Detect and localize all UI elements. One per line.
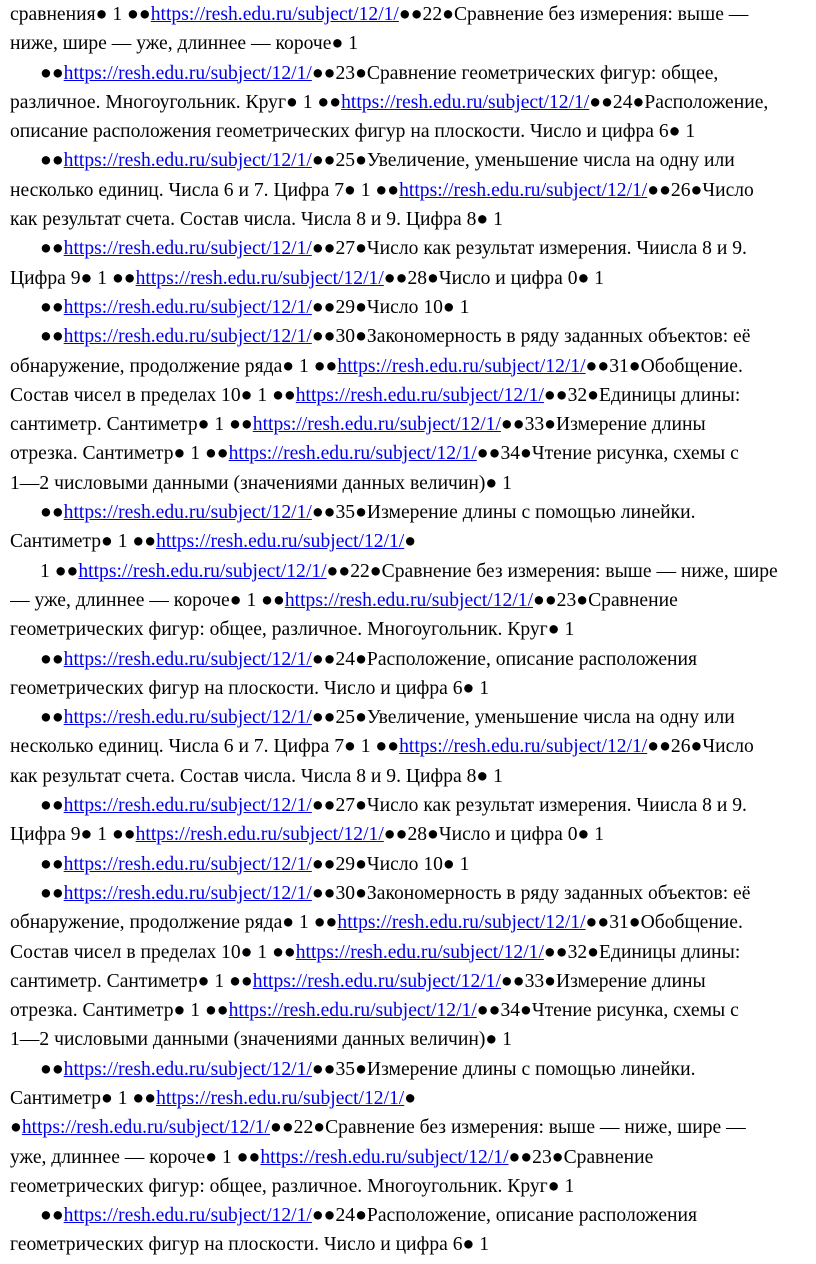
text-segment: как результат счета. Состав числа. Числа 8 и 9. Цифра 8● 1 bbox=[10, 209, 503, 231]
text-segment: ●●27●Число как результат измерения. Чиисла 8 и 9. bbox=[311, 238, 747, 260]
text-line bbox=[10, 234, 808, 263]
text-segment: ●●33●Измерение длины bbox=[500, 970, 706, 992]
text-segment: ●● bbox=[40, 882, 64, 904]
text-segment: описание расположения геометрических фигур на плоскости. Число и цифра 6● 1 bbox=[10, 121, 696, 143]
resh-lesson-link[interactable]: https://resh.edu.ru/subject/12/1/ bbox=[63, 62, 312, 84]
text-segment: ●●29●Число 10● 1 bbox=[311, 853, 470, 875]
text-line bbox=[10, 117, 808, 146]
text-segment: ●●22●Сравнение без измерения: выше — ниже, шире — bbox=[270, 1117, 746, 1139]
text-line bbox=[10, 1025, 808, 1054]
resh-lesson-link[interactable]: https://resh.edu.ru/subject/12/1/ bbox=[399, 179, 648, 201]
text-segment: уже, длиннее — короче● 1 ●● bbox=[10, 1146, 261, 1168]
resh-lesson-link[interactable]: https://resh.edu.ru/subject/12/1/ bbox=[63, 882, 312, 904]
text-segment: ●● bbox=[40, 795, 64, 817]
text-segment: различное. Многоугольник. Круг● 1 ●● bbox=[10, 91, 342, 113]
text-segment: ●●26●Число bbox=[647, 736, 754, 758]
text-segment: ●● bbox=[40, 1205, 64, 1227]
text-line bbox=[10, 205, 808, 234]
resh-lesson-link[interactable]: https://resh.edu.ru/subject/12/1/ bbox=[63, 150, 312, 172]
text-segment: ●●31●Обобщение. bbox=[585, 912, 743, 934]
text-segment: ● bbox=[10, 1117, 22, 1139]
text-segment: ●● bbox=[40, 238, 64, 260]
text-segment: Состав чисел в пределах 10● 1 ●● bbox=[10, 384, 296, 406]
text-line bbox=[10, 1230, 808, 1259]
text-segment: ●● bbox=[40, 648, 64, 670]
text-line bbox=[10, 1172, 808, 1201]
resh-lesson-link[interactable]: https://resh.edu.ru/subject/12/1/ bbox=[63, 795, 312, 817]
text-segment: ●●24●Расположение, описание расположения bbox=[311, 1205, 697, 1227]
text-segment: 1 ●● bbox=[40, 560, 79, 582]
text-line bbox=[10, 322, 808, 351]
text-line bbox=[10, 645, 808, 674]
resh-lesson-link[interactable]: https://resh.edu.ru/subject/12/1/ bbox=[135, 824, 384, 846]
text-segment: Состав чисел в пределах 10● 1 ●● bbox=[10, 941, 296, 963]
text-line bbox=[10, 176, 808, 205]
text-segment: ●●25●Увеличение, уменьшение числа на одну или bbox=[311, 707, 735, 729]
text-segment: ●● bbox=[40, 707, 64, 729]
resh-lesson-link[interactable]: https://resh.edu.ru/subject/12/1/ bbox=[341, 91, 590, 113]
resh-lesson-link[interactable]: https://resh.edu.ru/subject/12/1/ bbox=[399, 736, 648, 758]
text-line bbox=[10, 293, 808, 322]
resh-lesson-link[interactable]: https://resh.edu.ru/subject/12/1/ bbox=[63, 1205, 312, 1227]
document-body bbox=[10, 0, 808, 1260]
text-line bbox=[10, 0, 808, 29]
text-line bbox=[10, 1055, 808, 1084]
resh-lesson-link[interactable]: https://resh.edu.ru/subject/12/1/ bbox=[63, 502, 312, 524]
text-segment: ●●31●Обобщение. bbox=[585, 355, 743, 377]
text-line bbox=[10, 1113, 808, 1142]
text-segment: геометрических фигур на плоскости. Число и цифра 6● 1 bbox=[10, 1234, 490, 1256]
text-segment: ●● bbox=[40, 853, 64, 875]
text-segment: ●●24●Расположение, bbox=[589, 91, 769, 113]
text-line bbox=[10, 352, 808, 381]
text-line bbox=[10, 527, 808, 556]
resh-lesson-link[interactable]: https://resh.edu.ru/subject/12/1/ bbox=[63, 707, 312, 729]
text-segment: ●● bbox=[40, 326, 64, 348]
text-line bbox=[10, 29, 808, 58]
resh-lesson-link[interactable]: https://resh.edu.ru/subject/12/1/ bbox=[63, 648, 312, 670]
resh-lesson-link[interactable]: https://resh.edu.ru/subject/12/1/ bbox=[150, 4, 399, 25]
text-line bbox=[10, 586, 808, 615]
text-segment: ●●32●Единицы длины: bbox=[543, 384, 741, 406]
text-line bbox=[10, 850, 808, 879]
resh-lesson-link[interactable]: https://resh.edu.ru/subject/12/1/ bbox=[135, 267, 384, 289]
text-segment: ●●25●Увеличение, уменьшение числа на одну или bbox=[311, 150, 735, 172]
text-segment: ●●26●Число bbox=[647, 179, 754, 201]
text-line bbox=[10, 1201, 808, 1230]
text-line bbox=[10, 674, 808, 703]
text-segment: ниже, шире — уже, длиннее — короче● 1 bbox=[10, 33, 358, 55]
resh-lesson-link[interactable]: https://resh.edu.ru/subject/12/1/ bbox=[228, 443, 477, 465]
resh-lesson-link[interactable]: https://resh.edu.ru/subject/12/1/ bbox=[284, 589, 534, 611]
text-segment: несколько единиц. Числа 6 и 7. Цифра 7● 1 ●● bbox=[10, 736, 400, 758]
text-segment: ●●27●Число как результат измерения. Чиисла 8 и 9. bbox=[311, 795, 747, 817]
text-segment: ●●23●Сравнение геометрических фигур: общее, bbox=[311, 62, 719, 84]
text-line bbox=[10, 879, 808, 908]
text-segment: ●● bbox=[40, 150, 64, 172]
resh-lesson-link[interactable]: https://resh.edu.ru/subject/12/1/ bbox=[63, 853, 312, 875]
text-segment: геометрических фигур на плоскости. Число и цифра 6● 1 bbox=[10, 677, 490, 699]
resh-lesson-link[interactable]: https://resh.edu.ru/subject/12/1/ bbox=[21, 1117, 270, 1139]
text-segment: — уже, длиннее — короче● 1 ●● bbox=[10, 589, 285, 611]
text-line bbox=[10, 908, 808, 937]
text-segment: ●●30●Закономерность в ряду заданных объектов: её bbox=[311, 882, 751, 904]
text-line bbox=[10, 88, 808, 117]
text-line bbox=[10, 820, 808, 849]
text-segment: ●● bbox=[40, 502, 64, 524]
text-line bbox=[10, 498, 808, 527]
text-line bbox=[10, 557, 808, 586]
text-line bbox=[10, 996, 808, 1025]
text-segment: Сантиметр● 1 ●● bbox=[10, 1087, 157, 1109]
resh-lesson-link[interactable]: https://resh.edu.ru/subject/12/1/ bbox=[295, 384, 544, 406]
resh-lesson-link[interactable]: https://resh.edu.ru/subject/12/1/ bbox=[63, 238, 312, 260]
resh-lesson-link[interactable]: https://resh.edu.ru/subject/12/1/ bbox=[78, 560, 327, 582]
text-line bbox=[10, 938, 808, 967]
text-segment: Сантиметр● 1 ●● bbox=[10, 531, 157, 553]
text-segment: ●●24●Расположение, описание расположения bbox=[311, 648, 697, 670]
text-segment: ● bbox=[404, 531, 417, 553]
text-segment: ●●23●Сравнение bbox=[508, 1146, 654, 1168]
text-segment: ●●23●Сравнение bbox=[533, 589, 678, 611]
text-line bbox=[10, 59, 808, 88]
text-segment: сантиметр. Сантиметр● 1 ●● bbox=[10, 414, 253, 436]
text-segment: ●●28●Число и цифра 0● 1 bbox=[383, 267, 605, 289]
text-segment: ●●29●Число 10● 1 bbox=[311, 296, 470, 318]
text-line bbox=[10, 703, 808, 732]
text-segment: ●●22●Сравнение без измерения: выше — ниже, шире bbox=[326, 560, 778, 582]
text-line bbox=[10, 264, 808, 293]
text-segment: несколько единиц. Числа 6 и 7. Цифра 7● 1 ●● bbox=[10, 179, 400, 201]
text-segment: ●●34●Чтение рисунка, схемы с bbox=[476, 1000, 739, 1022]
text-line bbox=[10, 439, 808, 468]
text-segment: сантиметр. Сантиметр● 1 ●● bbox=[10, 970, 253, 992]
resh-lesson-link[interactable]: https://resh.edu.ru/subject/12/1/ bbox=[228, 1000, 477, 1022]
text-line bbox=[10, 791, 808, 820]
text-line bbox=[10, 381, 808, 410]
resh-lesson-link[interactable]: https://resh.edu.ru/subject/12/1/ bbox=[252, 414, 501, 436]
resh-lesson-link[interactable]: https://resh.edu.ru/subject/12/1/ bbox=[337, 355, 586, 377]
text-line bbox=[10, 967, 808, 996]
text-segment: обнаружение, продолжение ряда● 1 ●● bbox=[10, 912, 338, 934]
text-segment: ●●35●Измерение длины с помощью линейки. bbox=[311, 1058, 696, 1080]
text-line bbox=[10, 469, 808, 498]
text-segment: обнаружение, продолжение ряда● 1 ●● bbox=[10, 355, 338, 377]
resh-lesson-link[interactable]: https://resh.edu.ru/subject/12/1/ bbox=[337, 912, 586, 934]
text-segment: Цифра 9● 1 ●● bbox=[10, 267, 136, 289]
text-segment: ●● bbox=[40, 1058, 64, 1080]
text-line bbox=[10, 1084, 808, 1113]
text-segment: ●●34●Чтение рисунка, схемы с bbox=[476, 443, 739, 465]
text-segment: геометрических фигур: общее, различное. Многоугольник. Круг● 1 bbox=[10, 1175, 575, 1197]
text-segment: отрезка. Сантиметр● 1 ●● bbox=[10, 443, 229, 465]
text-segment: как результат счета. Состав числа. Числа 8 и 9. Цифра 8● 1 bbox=[10, 765, 503, 787]
text-segment: ●● bbox=[40, 296, 64, 318]
resh-lesson-link[interactable]: https://resh.edu.ru/subject/12/1/ bbox=[260, 1146, 509, 1168]
text-line bbox=[10, 1143, 808, 1172]
text-segment: ● bbox=[404, 1087, 417, 1109]
text-line bbox=[10, 732, 808, 761]
text-segment: ●●32●Единицы длины: bbox=[543, 941, 741, 963]
text-line bbox=[10, 146, 808, 175]
text-segment: геометрических фигур: общее, различное. Многоугольник. Круг● 1 bbox=[10, 619, 575, 641]
resh-lesson-link[interactable]: https://resh.edu.ru/subject/12/1/ bbox=[63, 326, 312, 348]
resh-lesson-link[interactable]: https://resh.edu.ru/subject/12/1/ bbox=[63, 296, 312, 318]
resh-lesson-link[interactable]: https://resh.edu.ru/subject/12/1/ bbox=[156, 1087, 405, 1109]
resh-lesson-link[interactable]: https://resh.edu.ru/subject/12/1/ bbox=[252, 970, 501, 992]
resh-lesson-link[interactable]: https://resh.edu.ru/subject/12/1/ bbox=[295, 941, 544, 963]
text-segment: отрезка. Сантиметр● 1 ●● bbox=[10, 1000, 229, 1022]
resh-lesson-link[interactable]: https://resh.edu.ru/subject/12/1/ bbox=[156, 531, 405, 553]
text-segment: ●●28●Число и цифра 0● 1 bbox=[383, 824, 605, 846]
text-line bbox=[10, 762, 808, 791]
text-segment: ●●33●Измерение длины bbox=[500, 414, 706, 436]
text-segment: ●● bbox=[40, 62, 64, 84]
text-line bbox=[10, 410, 808, 439]
text-segment: 1—2 числовыми данными (значениями данных величин)● 1 bbox=[10, 472, 512, 494]
text-segment: ●●22●Сравнение без измерения: выше — bbox=[398, 4, 749, 25]
text-line bbox=[10, 615, 808, 644]
text-segment: сравнения● 1 ●● bbox=[10, 4, 151, 25]
text-segment: 1—2 числовыми данными (значениями данных величин)● 1 bbox=[10, 1029, 512, 1051]
text-segment: ●●35●Измерение длины с помощью линейки. bbox=[311, 502, 696, 524]
text-segment: Цифра 9● 1 ●● bbox=[10, 824, 136, 846]
resh-lesson-link[interactable]: https://resh.edu.ru/subject/12/1/ bbox=[63, 1058, 312, 1080]
text-segment: ●●30●Закономерность в ряду заданных объектов: её bbox=[311, 326, 751, 348]
